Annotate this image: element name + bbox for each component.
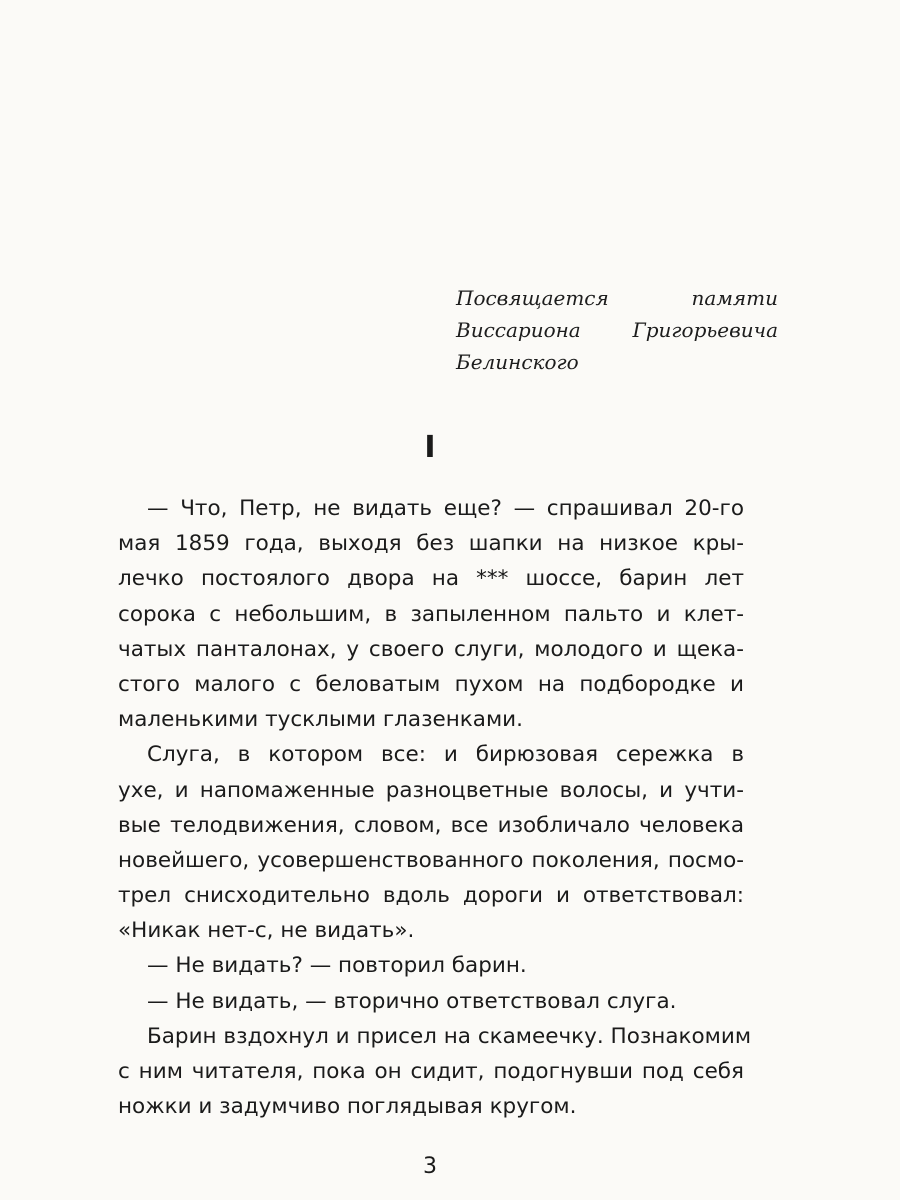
text-line: Барин вздохнул и присел на скамеечку. Познакомим	[147, 1023, 752, 1049]
text-line: с ним читателя, пока он сидит, подогнувши под себя	[118, 1059, 744, 1084]
text-line: «Никак нет-с, не видать».	[118, 918, 415, 944]
text-line: мая 1859 года, выходя без шапки на низкое кры-	[118, 531, 744, 557]
dedication-line: Виссариона Григорьевича	[456, 318, 778, 342]
text-line: трел снисходительно вдоль дороги и ответствовал:	[118, 883, 744, 909]
text-line: маленькими тусклыми глазенками.	[118, 707, 523, 733]
text-line: вые телодвижения, словом, все изобличало человека	[118, 812, 744, 838]
text-line: — Не видать, — вторично ответствовал слуга.	[147, 988, 677, 1014]
text-line: чатых панталонах, у своего слуги, молодого и щека-	[118, 636, 744, 662]
text-line: — Что, Петр, не видать еще? — спрашивал 20-го	[147, 496, 744, 521]
text-line: ухе, и напомаженные разноцветные волосы, и учти-	[118, 777, 744, 803]
chapter-heading: I	[424, 430, 436, 465]
page-number: 3	[423, 1154, 437, 1179]
dedication-line: Посвящается памяти	[456, 286, 778, 310]
text-line: стого малого с беловатым пухом на подбородке и	[118, 671, 744, 697]
text-line: ножки и задумчиво поглядывая кругом.	[118, 1094, 577, 1120]
text-line: лечко постоялого двора на *** шоссе, барин лет	[118, 566, 744, 592]
dedication	[456, 282, 778, 378]
text-line: новейшего, усовершенствованного поколения, посмо-	[118, 847, 744, 873]
text-line: сорока с небольшим, в запыленном пальто и клет-	[118, 601, 744, 627]
text-line: Слуга, в котором все: и бирюзовая сережка в	[147, 742, 744, 768]
body-text	[118, 491, 752, 1124]
text-line: — Не видать? — повторил барин.	[147, 953, 527, 979]
dedication-line: Белинского	[456, 350, 579, 374]
